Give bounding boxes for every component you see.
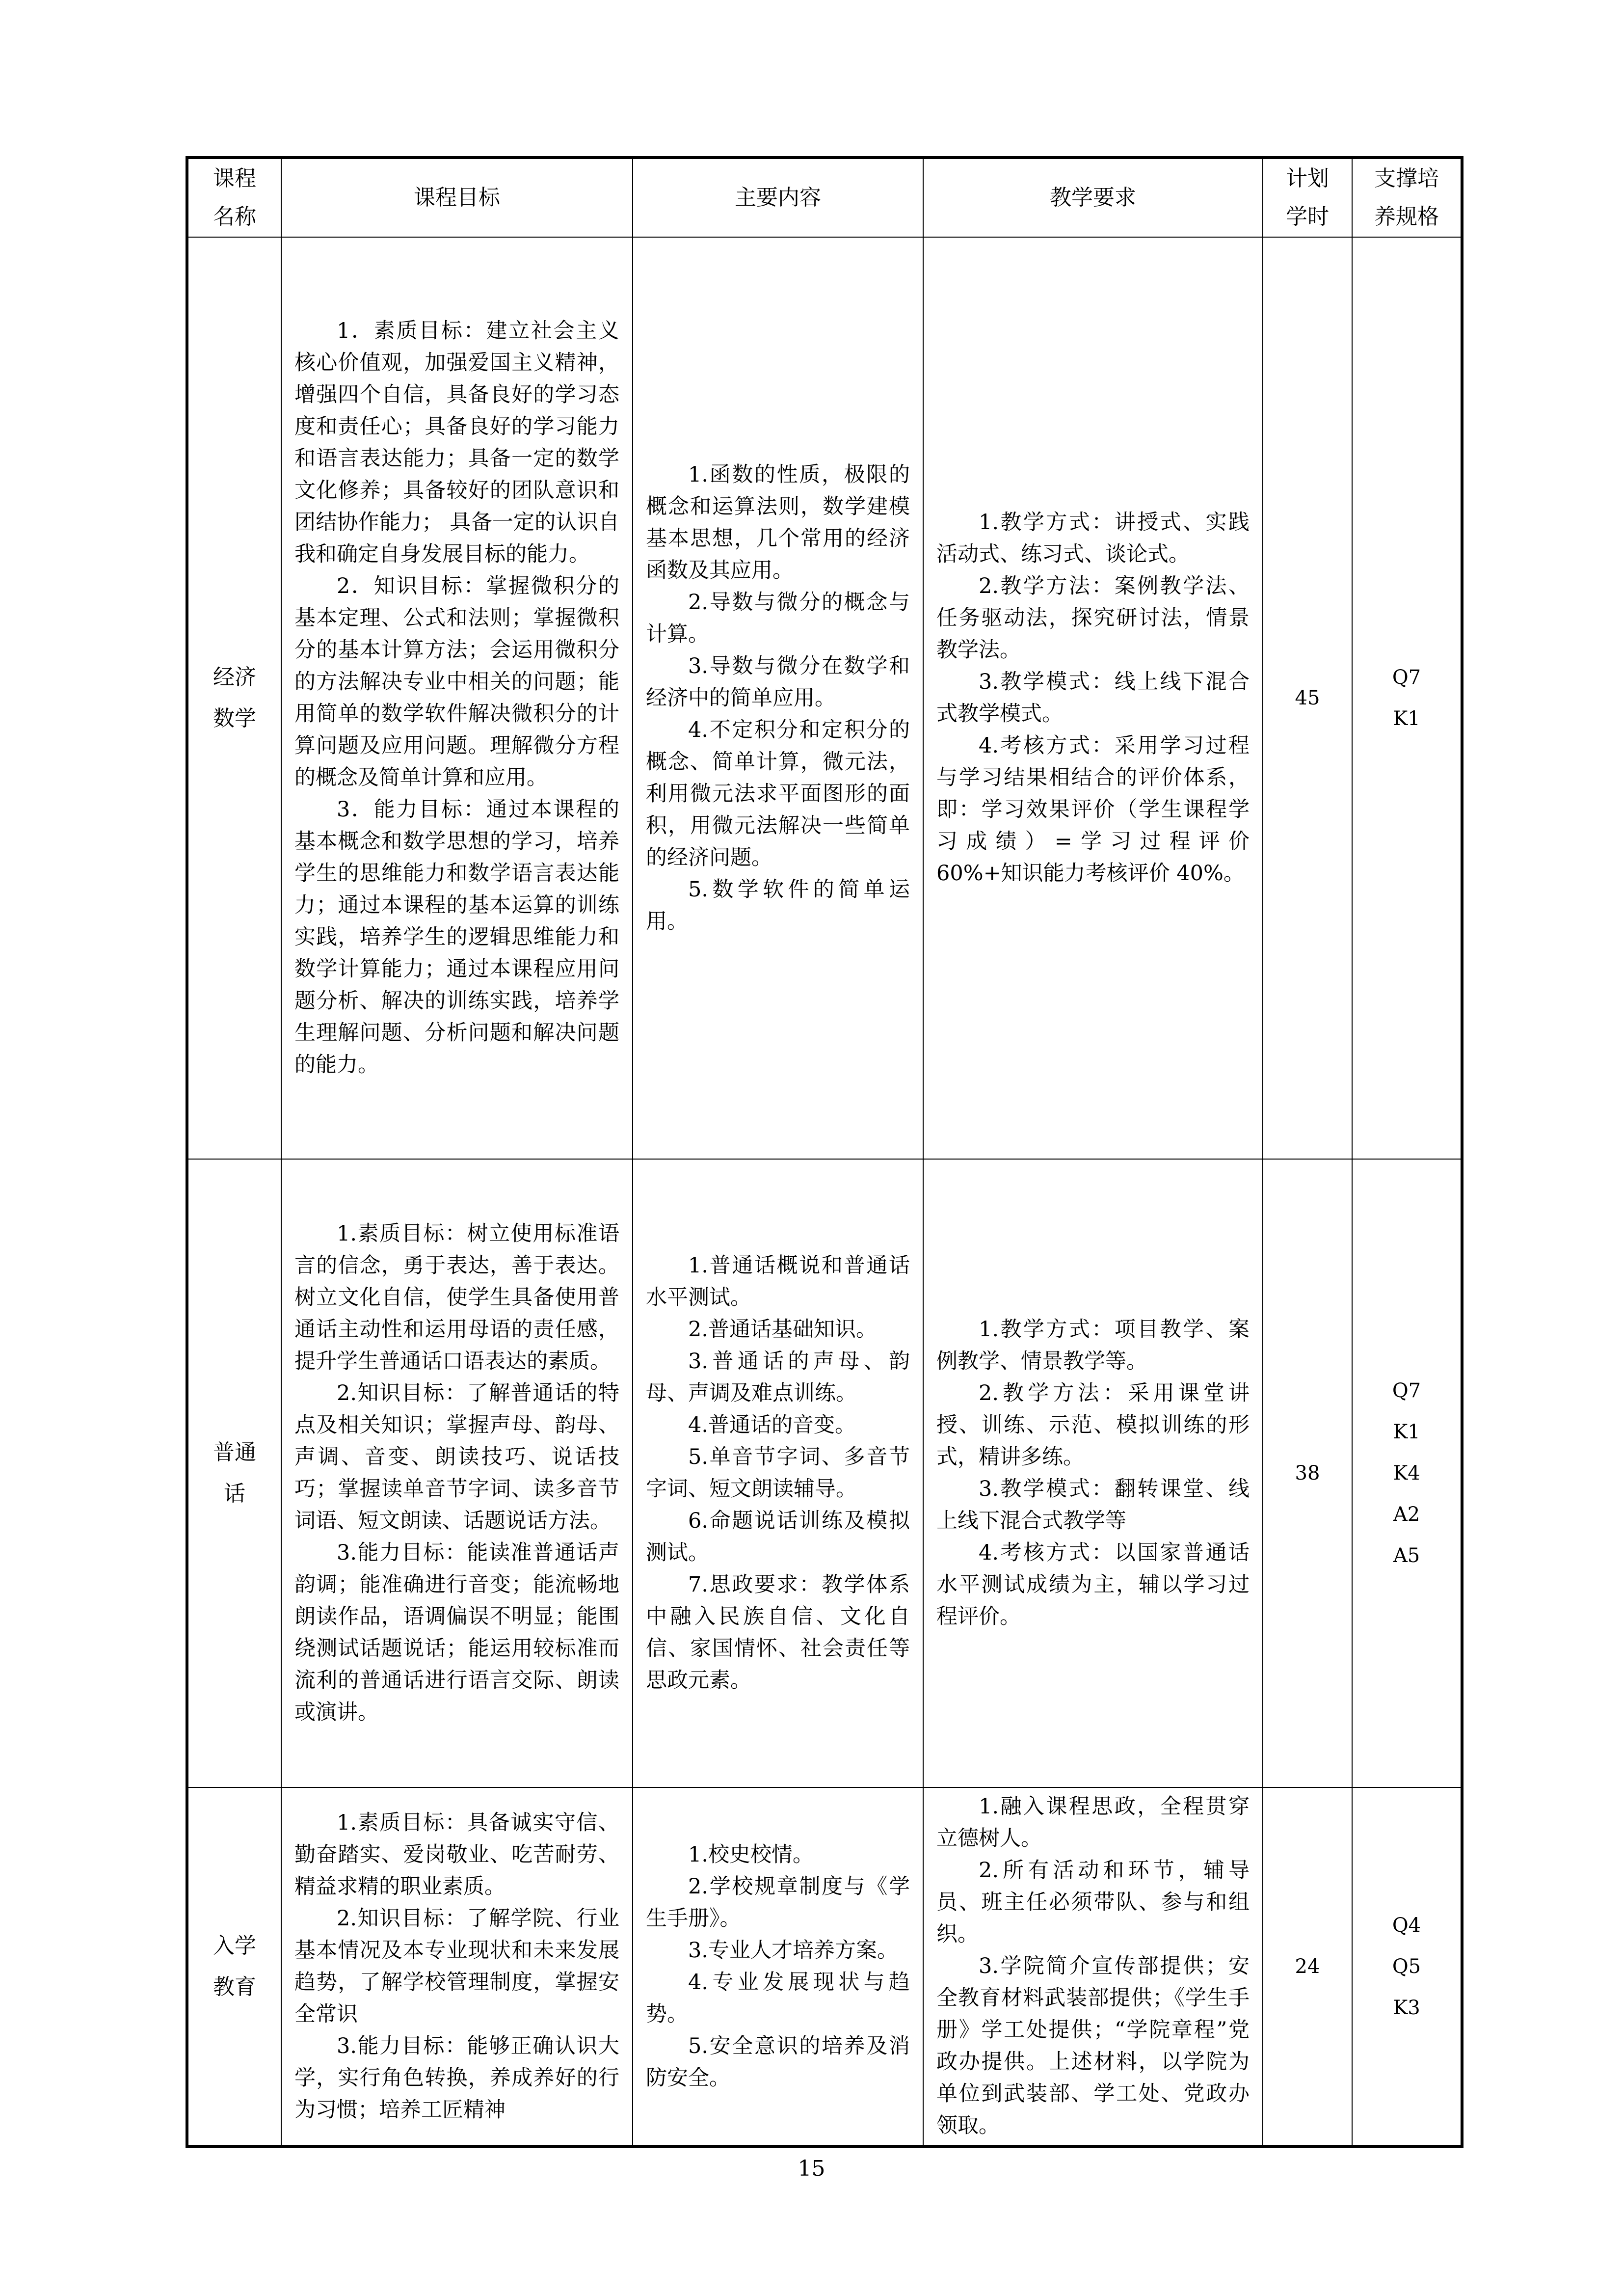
course-contents: 1.函数的性质，极限的概念和运算法则，数学建模基本思想，几个常用的经济函数及其应用。 2.导数与微分的概念与计算。 3.导数与微分在数学和经济中的简单应用。 4.不定积分和定积分的概念、简单计算，微元法，利用微元法求平面图形的面积，用微元法解决一些简单的经济问题。 5.数学软件的简单运用。 <box>633 237 923 1159</box>
header-main-content: 主要内容 <box>633 158 923 237</box>
course-requirements: 1.教学方式：讲授式、实践活动式、练习式、谈论式。 2.教学方法：案例教学法、任务驱动法，探究研讨法，情景教学法。 3.教学模式：线上线下混合式教学模式。 4.考核方式：采用学习过程与学习结果相结合的评价体系，即：学习效果评价（学生课程学习成绩）=学习过程评价 60%+知识能力考核评价 40%。 <box>923 237 1263 1159</box>
course-support-codes: Q7 K1 <box>1352 237 1462 1159</box>
header-row <box>187 158 1462 237</box>
course-row-economic-math <box>187 237 1462 1159</box>
course-contents: 1.校史校情。 2.学校规章制度与《学生手册》。 3.专业人才培养方案。 4.专业发展现状与趋势。 5.安全意识的培养及消防安全。 <box>633 1787 923 2146</box>
course-goals: 1.素质目标：具备诚实守信、勤奋踏实、爱岗敬业、吃苦耐劳、精益求精的职业素质。 2.知识目标：了解学院、行业基本情况及本专业现状和未来发展趋势，了解学校管理制度，掌握安全常识 3.能力目标：能够正确认识大学，实行角色转换，养成养好的行为习惯；培养工匠精神 <box>281 1787 633 2146</box>
course-contents: 1.普通话概说和普通话水平测试。 2.普通话基础知识。 3.普通话的声母、韵母、声调及难点训练。 4.普通话的音变。 5.单音节字词、多音节字词、短文朗读辅导。 6.命题说话训练及模拟测试。 7.思政要求：教学体系中融入民族自信、文化自信、家国情怀、社会责任等思政元素。 <box>633 1159 923 1787</box>
page-number: 15 <box>798 2156 825 2181</box>
course-goals: 1.素质目标：树立使用标准语言的信念，勇于表达，善于表达。树立文化自信，使学生具备使用普通话主动性和运用母语的责任感，提升学生普通话口语表达的素质。 2.知识目标：了解普通话的特点及相关知识；掌握声母、韵母、声调、音变、朗读技巧、说话技巧；掌握读单音节字词、读多音节词语、短文朗读、话题说话方法。 3.能力目标：能读准普通话声韵调；能准确进行音变；能流畅地朗读作品，语调偏误不明显；能围绕测试话题说话；能运用较标准而流利的普通话进行语言交际、朗读或演讲。 <box>281 1159 633 1787</box>
course-requirements: 1.融入课程思政，全程贯穿立德树人。 2.所有活动和环节，辅导员、班主任必须带队、参与和组织。 3.学院简介宣传部提供；安全教育材料武装部提供；《学生手册》学工处提供；“学院章程”党政办提供。上述材料，以学院为单位到武装部、学工处、党政办领取。 <box>923 1787 1263 2146</box>
course-row-enrollment-education <box>187 1787 1462 2146</box>
header-planned-hours: 计划 学时 <box>1263 158 1352 237</box>
course-requirements: 1.教学方式：项目教学、案例教学、情景教学等。 2.教学方法：采用课堂讲授、训练、示范、模拟训练的形式，精讲多练。 3.教学模式：翻转课堂、线上线下混合式教学等 4.考核方式：以国家普通话水平测试成绩为主，辅以学习过程评价。 <box>923 1159 1263 1787</box>
course-name: 经济 数学 <box>187 237 281 1159</box>
course-goals: 1．素质目标：建立社会主义核心价值观，加强爱国主义精神，增强四个自信，具备良好的学习态度和责任心；具备良好的学习能力和语言表达能力；具备一定的数学文化修养；具备较好的团队意识和团结协作能力； 具备一定的认识自我和确定自身发展目标的能力。 2．知识目标：掌握微积分的基本定理、公式和法则；掌握微积分的基本计算方法；会运用微积分的方法解决专业中相关的问题；能用简单的数学软件解决微积分的计算问题及应用问题。理解微分方程的概念及简单计算和应用。 3．能力目标：通过本课程的基本概念和数学思想的学习，培养学生的思维能力和数学语言表达能力；通过本课程的基本运算的训练实践，培养学生的逻辑思维能力和数学计算能力；通过本课程应用问题分析、解决的训练实践，培养学生理解问题、分析问题和解决问题的能力。 <box>281 237 633 1159</box>
course-hours: 38 <box>1263 1159 1352 1787</box>
header-course-goal: 课程目标 <box>281 158 633 237</box>
course-name: 入学 教育 <box>187 1787 281 2146</box>
header-course-name: 课程 名称 <box>187 158 281 237</box>
course-hours: 45 <box>1263 237 1352 1159</box>
header-support-spec: 支撑培 养规格 <box>1352 158 1462 237</box>
course-name: 普通 话 <box>187 1159 281 1787</box>
course-support-codes: Q4 Q5 K3 <box>1352 1787 1462 2146</box>
course-hours: 24 <box>1263 1787 1352 2146</box>
curriculum-table <box>186 156 1463 2148</box>
header-teaching-requirement: 教学要求 <box>923 158 1263 237</box>
course-row-mandarin <box>187 1159 1462 1787</box>
course-support-codes: Q7 K1 K4 A2 A5 <box>1352 1159 1462 1787</box>
